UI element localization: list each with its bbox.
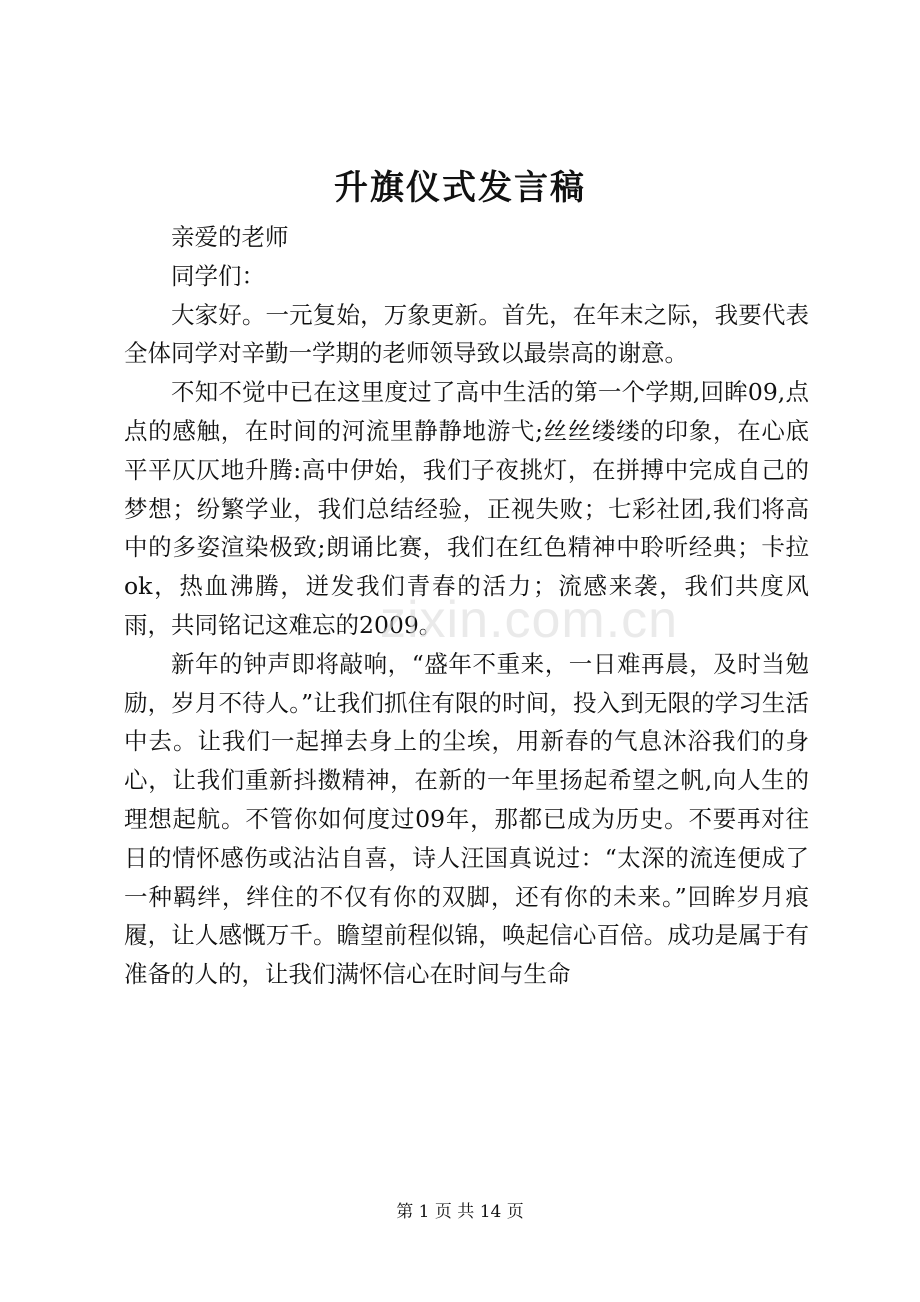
salutation-line: 亲爱的老师 <box>171 223 289 251</box>
paragraph: 大家好。一元复始，万象更新。首先，在年末之际，我要代表全体同学对辛勤一学期的老师领导致以最崇高的谢意。 <box>124 300 809 368</box>
page-footer: 第 1 页 共 14 页 <box>396 1202 524 1222</box>
paragraph: 新年的钟声即将敲响，“盛年不重来，一日难再晨，及时当勉励，岁月不待人。”让我们抓住有限的时间，投入到无限的学习生活中去。让我们一起掸去身上的尘埃，用新春的气息沐浴我们的身心，让我们重新抖擞精神，在新的一年里扬起希望之帆,向人生的理想起航。不管你如何度过09年，那都已成为历史。不要再对往日的情怀感伤或沾沾自喜，诗人汪国真说过：“太深的流连便成了一种羁绊，绊住的不仅有你的双脚，还有你的未来。”回眸岁月痕履，让人感慨万千。瞻望前程似锦，唤起信心百倍。成功是属于有准备的人的，让我们满怀信心在时间与生命 <box>124 649 809 989</box>
document-title: 升旗仪式发言稿 <box>334 168 586 208</box>
document-body <box>124 218 809 994</box>
watermark: zixin.com.cn <box>380 591 679 649</box>
salutation-line: 同学们： <box>171 261 265 290</box>
paragraph: 不知不觉中已在这里度过了高中生活的第一个学期,回眸09,点点的感触，在时间的河流里静静地游弋;丝丝缕缕的印象，在心底平平仄仄地升腾:高中伊始，我们子夜挑灯，在拼搏中完成自己的梦想；纷繁学业，我们总结经验，正视失败；七彩社团,我们将高中的多姿渲染极致;朗诵比赛，我们在红色精神中聆听经典；卡拉ok，热血沸腾，迸发我们青春的活力；流感来袭，我们共度风雨，共同铭记这难忘的2009。 <box>124 378 809 639</box>
